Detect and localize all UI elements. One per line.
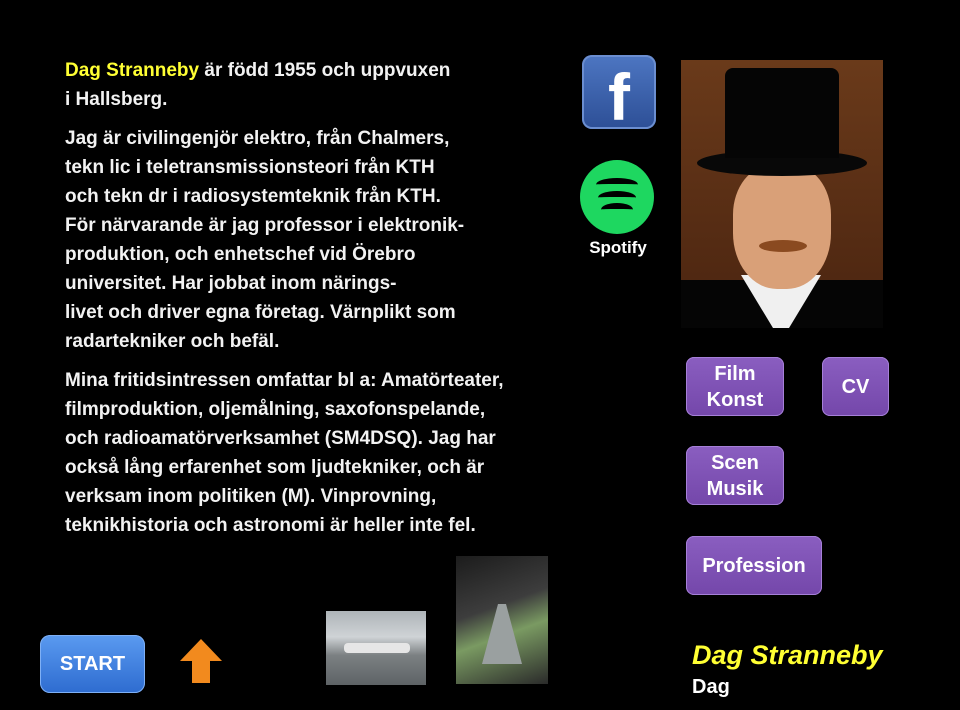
- profession-button[interactable]: Profession: [686, 536, 822, 595]
- footer-name: Dag Stranneby: [692, 640, 883, 670]
- cv-button[interactable]: CV: [822, 357, 889, 416]
- film-konst-button[interactable]: Film Konst: [686, 357, 784, 416]
- bio-paragraph-2: Jag är civilingenjör elektro, från Chalmers, tekn lic i teletransmissionsteori från KTH och tekn dr i radiosystemteknik från KTH. För närvarande är jag professor i elektronik- produktion, och enhetschef vid Örebro universitet. Har jobbat inom närings- livet och driver egna företag. Värnplikt som radartekniker och befäl.: [65, 128, 465, 352]
- spotify-link[interactable]: [580, 160, 656, 270]
- spotify-wave: [596, 178, 638, 191]
- spotify-icon: [580, 160, 654, 234]
- bio-name-highlight: Dag Stranneby: [65, 60, 200, 81]
- facebook-icon[interactable]: [582, 55, 656, 134]
- bio-text: [65, 56, 565, 550]
- facebook-glyph: f: [608, 60, 630, 134]
- portrait-hat: [725, 68, 839, 158]
- road-shape: [482, 604, 522, 664]
- start-button[interactable]: START: [40, 635, 145, 693]
- bio-paragraph-3: Mina fritidsintressen omfattar bl a: Amatörteater, filmproduktion, oljemålning, saxofonspelande, och radioamatörverksamhet (SM4DSQ). Jag har också lång erfarenhet som ljudtekniker, och är verksam inom politiken (M). Vinprovning, teknikhistoria och astronomi är heller inte fel.: [65, 370, 504, 536]
- airplane-shape: [344, 643, 410, 653]
- spotify-wave: [601, 203, 633, 216]
- bio-paragraph-1: [65, 56, 565, 114]
- footer-subtitle: Dag: [692, 676, 730, 698]
- spotify-label: Spotify: [589, 238, 647, 257]
- airplane-photo[interactable]: [326, 611, 426, 685]
- bio-intro: är född 1955 och uppvuxen i Hallsberg.: [65, 60, 451, 110]
- portrait-face: [733, 165, 831, 289]
- portrait-mustache: [759, 240, 807, 252]
- portrait-photo: [681, 60, 883, 328]
- car-interior-photo[interactable]: [456, 556, 548, 684]
- up-arrow-icon[interactable]: [180, 639, 222, 683]
- scen-musik-button[interactable]: Scen Musik: [686, 446, 784, 505]
